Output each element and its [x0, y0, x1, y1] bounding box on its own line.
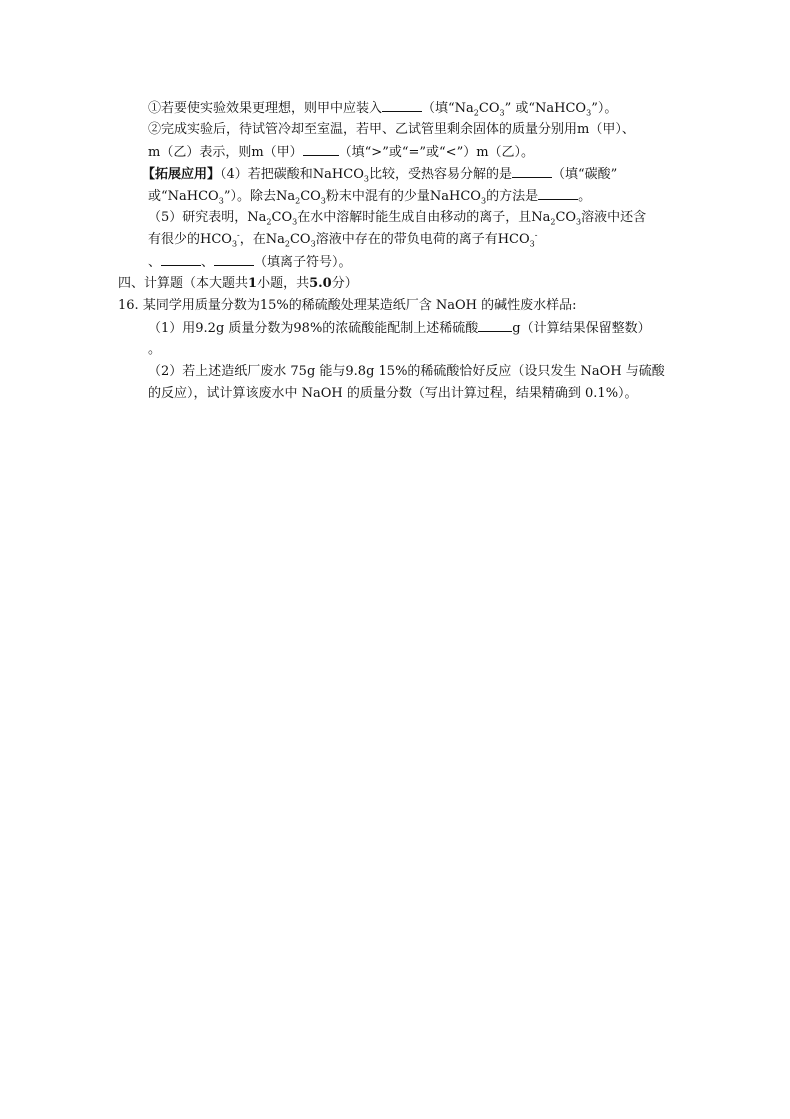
text-fragment: ，在Na [239, 232, 285, 247]
text-fragment: m（乙）表示，则m（甲） [148, 145, 303, 160]
section-score: 5.0 [309, 276, 332, 291]
answer-blank[interactable] [512, 165, 552, 178]
q15-item5-line3 [148, 253, 352, 272]
section-heading [118, 275, 358, 293]
subscript: 2 [295, 196, 301, 206]
subscript: 3 [480, 196, 487, 206]
text-fragment: （5）研究表明，Na [148, 210, 267, 225]
text-fragment: 或“NaHCO [148, 189, 219, 204]
subscript: 2 [284, 239, 290, 249]
text-fragment: 四、计算题（本大题共 [118, 276, 249, 291]
text-fragment: （4）若把碳酸和NaHCO [220, 167, 364, 182]
subscript: 3 [529, 239, 535, 249]
text-fragment: CO [555, 210, 577, 225]
extension-label: 【拓展应用】 [142, 167, 221, 182]
text-fragment: 粉末中混有的少量NaHCO [325, 189, 481, 204]
question-number: 16. [118, 298, 139, 313]
subscript: 3 [320, 196, 326, 206]
text-fragment: （1）用9.2g 质量分数为98%的浓硫酸能配制上述稀硫酸 [148, 321, 479, 336]
text-fragment: ”）。 [591, 101, 618, 116]
answer-blank[interactable] [538, 187, 578, 200]
subscript: 3 [586, 108, 592, 118]
text-fragment: 比较，受热容易分解的是 [368, 167, 512, 182]
q16-stem [118, 297, 577, 315]
subscript: 2 [266, 217, 272, 227]
subscript: 3 [231, 239, 238, 249]
q15-item1 [148, 99, 617, 118]
subscript: 3 [363, 174, 369, 184]
question-stem: 某同学用质量分数为15%的稀硫酸处理某造纸厂含 NaOH 的碱性废水样品: [142, 298, 577, 313]
text-fragment: CO [478, 101, 500, 116]
q16-part1 [148, 319, 651, 338]
text-fragment: g（计算结果保留整数） [512, 321, 651, 336]
subscript: 3 [218, 196, 224, 206]
q16-part2-line2: 的反应），试计算该废水中 NaOH 的质量分数（写出计算过程，结果精确到 0.1%）。 [148, 386, 638, 401]
text-fragment: CO [300, 189, 321, 204]
text-fragment: 、 [148, 255, 162, 270]
superscript: - [237, 230, 240, 240]
q15-item1-text: ①若要使实验效果更理想，则甲中应装入 [148, 101, 383, 116]
subscript: 3 [292, 217, 298, 227]
q15-item5-line1 [148, 209, 646, 227]
text-fragment: 有很少的HCO [148, 232, 232, 247]
subscript: 3 [310, 239, 316, 249]
text-fragment: 溶液中存在的带负电荷的离子有HCO [315, 232, 530, 247]
subscript: 3 [576, 217, 582, 227]
text-fragment: （填“>”或“=”或“<”）m（乙）。 [338, 145, 535, 160]
text-fragment: （填离子符号）。 [254, 255, 352, 270]
text-fragment: CO [271, 210, 293, 225]
answer-blank[interactable] [161, 253, 201, 266]
q15-item2-line1: ②完成实验后，待试管冷却至室温，若甲、乙试管里剩余固体的质量分别用m（甲）、 [148, 122, 635, 137]
text-fragment: 的方法是 [486, 189, 539, 204]
answer-blank[interactable] [382, 99, 422, 112]
text-fragment: （填“Na [422, 101, 474, 116]
q15-item5-line2 [148, 231, 537, 249]
q16-part1-end: 。 [148, 342, 162, 357]
answer-blank[interactable] [214, 253, 254, 266]
question-count: 1 [248, 276, 258, 291]
text-fragment: 在水中溶解时能生成自由移动的离子，且Na [297, 210, 551, 225]
subscript: 3 [499, 108, 505, 118]
q15-item2-line2 [148, 143, 534, 162]
superscript: - [534, 230, 538, 240]
text-fragment: ”）。除去Na [223, 189, 296, 204]
subscript: 2 [473, 108, 479, 118]
answer-blank[interactable] [303, 143, 339, 156]
text-fragment: ” 或“NaHCO [504, 101, 587, 116]
text-fragment: 小题，共 [257, 276, 310, 291]
subscript: 2 [550, 217, 556, 227]
text-fragment: 分） [331, 276, 358, 291]
text-fragment: （填“碳酸” [551, 167, 618, 182]
answer-blank[interactable] [478, 319, 512, 332]
extension-line2 [148, 187, 591, 206]
q16-part2-line1: （2）若上述造纸厂废水 75g 能与9.8g 15%的稀硫酸恰好反应（设只发生 NaOH 与硫酸 [148, 364, 665, 379]
text-fragment: 溶液中还含 [581, 210, 647, 225]
text-fragment: 。 [578, 189, 592, 204]
extension-line1 [142, 165, 617, 184]
text-fragment: 、 [201, 255, 215, 270]
text-fragment: CO [289, 232, 311, 247]
